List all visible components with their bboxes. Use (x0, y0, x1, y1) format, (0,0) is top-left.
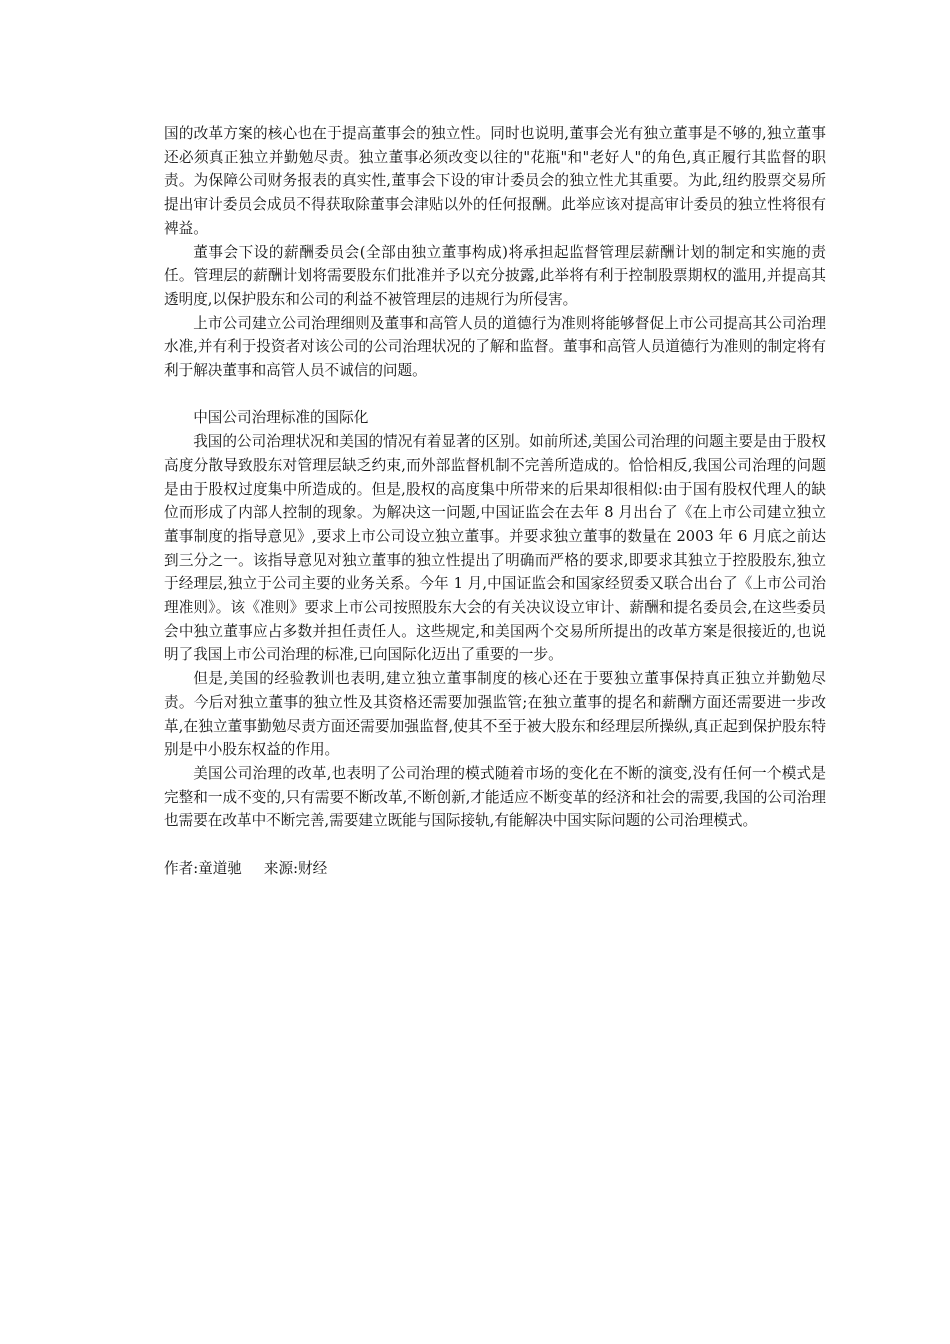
paragraph-top-2: 董事会下设的薪酬委员会(全部由独立董事构成)将承担起监督管理层薪酬计划的制定和实施的责任。管理层的薪酬计划将需要股东们批准并予以充分披露,此举将有利于控制股票期权的滥用,并提高其透明度,以保护股东和公司的利益不被管理层的违规行为所侵害。 (164, 243, 826, 308)
paragraph-bottom-2: 但是,美国的经验教训也表明,建立独立董事制度的核心还在于要独立董事保持真正独立并勤勉尽责。今后对独立董事的独立性及其资格还需要加强监管;在独立董事的提名和薪酬方面还需要进一步改革,在独立董事勤勉尽责方面还需要加强监督,使其不至于被大股东和经理层所操纵,真正起到保护股东特别是中小股东权益的作用。 (164, 670, 826, 759)
section-spacer (164, 383, 826, 407)
byline (164, 857, 826, 881)
paragraph-bottom-1: 我国的公司治理状况和美国的情况有着显著的区别。如前所述,美国公司治理的问题主要是由于股权高度分散导致股东对管理层缺乏约束,而外部监督机制不完善所造成的。恰恰相反,我国公司治理的问题是由于股权过度集中所造成的。但是,股权的高度集中所带来的后果却很相似:由于国有股权代理人的缺位而形成了内部人控制的现象。为解决这一问题,中国证监会在去年 8 月出台了《在上市公司建立独立董事制度的指导意见》,要求上市公司设立独立董事。并要求独立董事的数量在 2003 年 6 月底之前达到三分之一。该指导意见对独立董事的独立性提出了明确而严格的要求,即要求其独立于控股股东,独立于经理层,独立于公司主要的业务关系。今年 1 月,中国证监会和国家经贸委又联合出台了《上市公司治理准则》。该《准则》要求上市公司按照股东大会的有关决议设立审计、薪酬和提名委员会,在这些委员会中独立董事应占多数并担任责任人。这些规定,和美国两个交易所所提出的改革方案是很接近的,也说明了我国上市公司治理的标准,已向国际化迈出了重要的一步。 (164, 433, 826, 664)
source-label: 来源:财经 (263, 859, 328, 877)
paragraph-top-1: 国的改革方案的核心也在于提高董事会的独立性。同时也说明,董事会光有独立董事是不够的,独立董事还必须真正独立并勤勉尽责。独立董事必须改变以往的"花瓶"和"老好人"的角色,真正履行其监督的职责。为保障公司财务报表的真实性,董事会下设的审计委员会的独立性尤其重要。为此,纽约股票交易所提出审计委员会成员不得获取除董事会津贴以外的任何报酬。此举应该对提高审计委员的独立性将很有裨益。 (164, 125, 826, 237)
section-heading: 中国公司治理标准的国际化 (193, 409, 369, 427)
document-page (164, 122, 826, 880)
author-label: 作者:童道驰 (164, 859, 242, 877)
paragraph-top-3: 上市公司建立公司治理细则及董事和高管人员的道德行为准则将能够督促上市公司提高其公司治理水准,并有利于投资者对该公司的公司治理状况的了解和监督。董事和高管人员道德行为准则的制定将有利于解决董事和高管人员不诚信的问题。 (164, 314, 826, 380)
paragraph-bottom-3: 美国公司治理的改革,也表明了公司治理的模式随着市场的变化在不断的演变,没有任何一个模式是完整和一成不变的,只有需要不断改革,不断创新,才能适应不断变革的经济和社会的需要,我国的公司治理也需要在改革中不断完善,需要建立既能与国际接轨,有能解决中国实际问题的公司治理模式。 (164, 764, 826, 830)
